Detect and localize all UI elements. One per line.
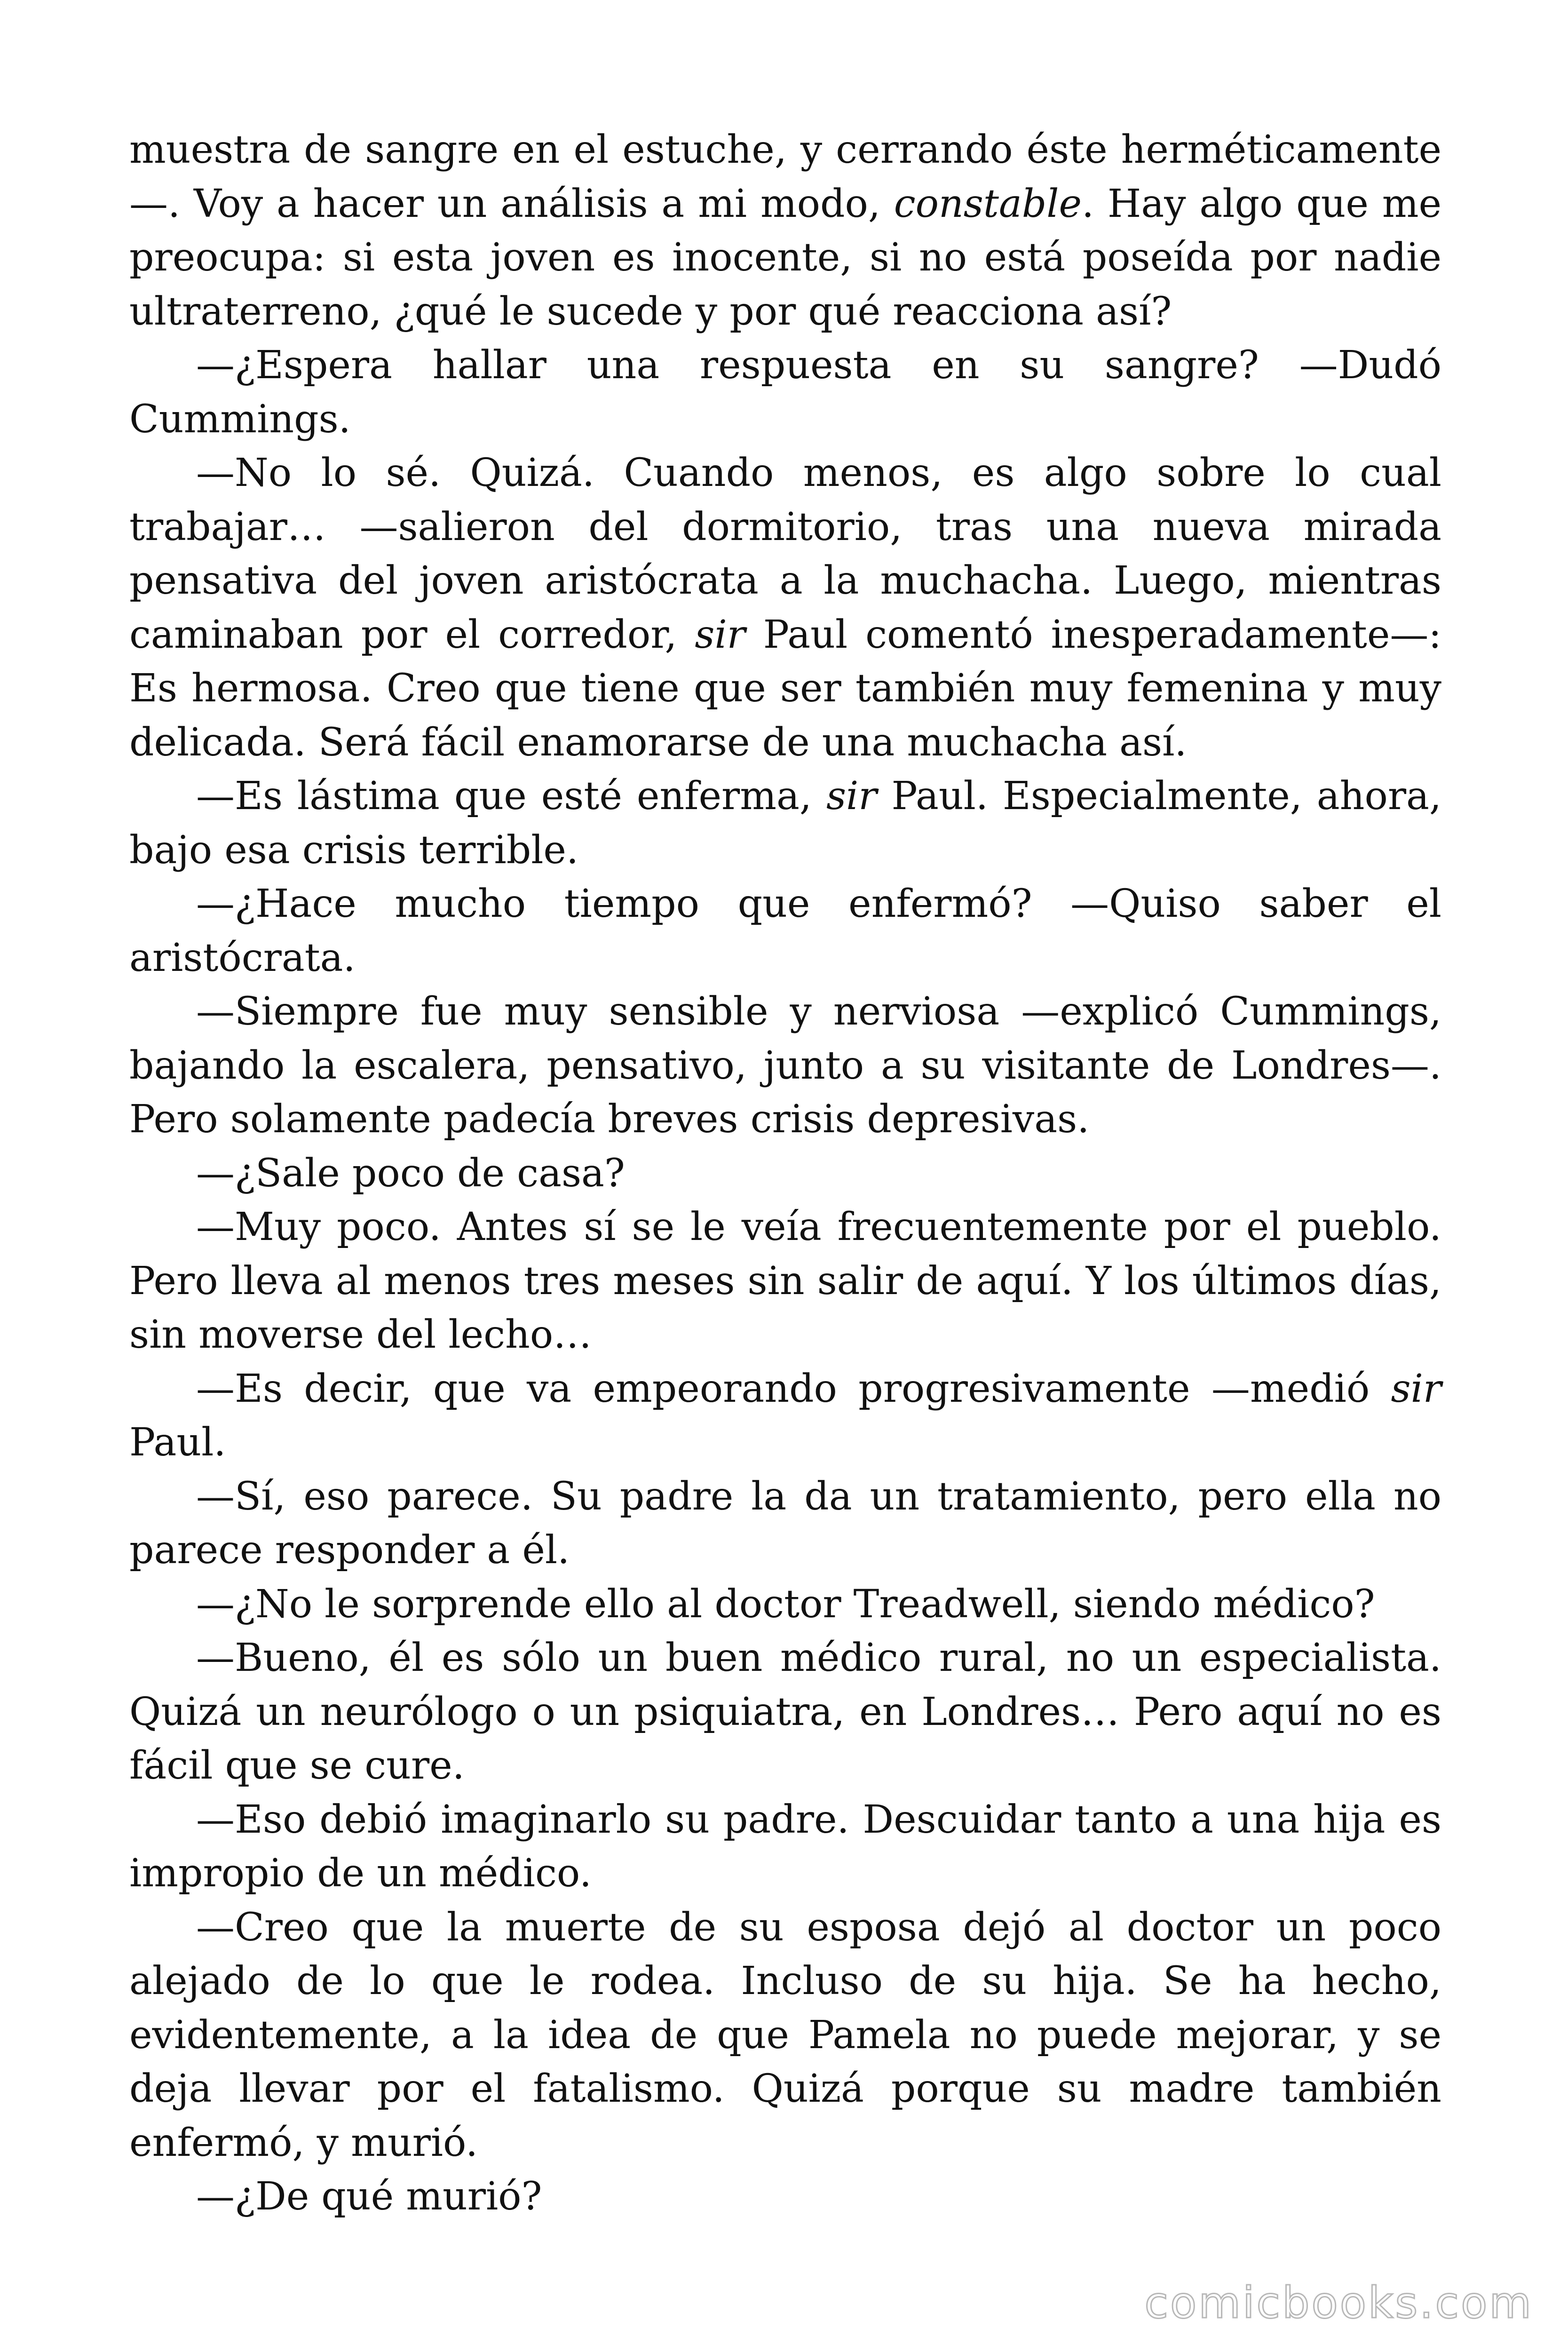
paragraph [129,123,1441,339]
paragraph [129,985,1441,1147]
paragraph [129,1901,1441,2170]
watermark: comicbooks.com [1144,2278,1533,2328]
text-run: —Es lástima que esté enferma, [196,774,826,818]
paragraph [129,339,1441,446]
text-run: —No lo sé. Quizá. Cuando menos, es algo sobre lo cual trabajar… —salieron del dormitorio, tras una nueva mirada pensativa del joven aristócrata a la muchacha. Luego, mientras caminaban por el corredor, [129,451,1441,657]
paragraph [129,1362,1441,1470]
text-run: muestra de sangre en el estuche, y cerrando éste herméticamente—. Voy a hacer un análisis a mi modo, [129,127,1441,226]
paragraph [129,770,1441,877]
italic-run: constable [894,181,1082,226]
text-run: —Siempre fue muy sensible y nerviosa —explicó Cummings, bajando la escalera, pensativo, junto a su visitante de Londres—. Pero solamente padecía breves crisis depresivas. [129,989,1441,1142]
paragraph [129,1147,1441,1201]
italic-run: sir [695,612,745,657]
paragraph [129,2170,1441,2224]
text-run: —Eso debió imaginarlo su padre. Descuidar tanto a una hija es impropio de un médico. [129,1797,1441,1896]
text-run: —¿Espera hallar una respuesta en su sangre? —Dudó Cummings. [129,343,1441,442]
paragraph [129,1470,1441,1578]
text-run: —Es decir, que va empeorando progresivamente —medió [196,1366,1391,1411]
italic-run: sir [1391,1366,1441,1411]
body-text [129,123,1441,2224]
italic-run: sir [826,774,877,818]
paragraph [129,1631,1441,1793]
paragraph [129,1793,1441,1901]
text-run: —¿Sale poco de casa? [196,1151,625,1196]
paragraph [129,1578,1441,1632]
paragraph [129,877,1441,985]
text-run: . Hay algo que me preocupa: si esta joven es inocente, si no está poseída por nadie ultraterreno, ¿qué le sucede y por qué reacciona así? [129,181,1441,334]
text-run: —¿Hace mucho tiempo que enfermó? —Quiso saber el aristócrata. [129,882,1441,980]
text-run: Paul. Especialmente, ahora, bajo esa crisis terrible. [129,774,1441,873]
text-run: Paul. [129,1420,226,1465]
text-run: —Creo que la muerte de su esposa dejó al doctor un poco alejado de lo que le rodea. Incluso de su hija. Se ha hecho, evidentemente, a la idea de que Pamela no puede mejorar, y se deja llevar por el fatalismo. Quizá porque su madre también enfermó, y murió. [129,1905,1441,2165]
text-run: —Sí, eso parece. Su padre la da un tratamiento, pero ella no parece responder a él. [129,1474,1441,1573]
paragraph [129,446,1441,770]
text-run: —¿No le sorprende ello al doctor Treadwell, siendo médico? [196,1581,1375,1627]
paragraph [129,1200,1441,1362]
text-run: Paul comentó inesperadamente—: Es hermosa. Creo que tiene que ser también muy femenina y muy delicada. Será fácil enamorarse de una muchacha así. [129,612,1441,765]
text-run: —Muy poco. Antes sí se le veía frecuentemente por el pueblo. Pero lleva al menos tres meses sin salir de aquí. Y los últimos días, sin moverse del lecho… [129,1205,1441,1357]
text-run: —Bueno, él es sólo un buen médico rural, no un especialista. Quizá un neurólogo o un psiquiatra, en Londres… Pero aquí no es fácil que se cure. [129,1636,1441,1788]
text-run: —¿De qué murió? [196,2174,542,2219]
